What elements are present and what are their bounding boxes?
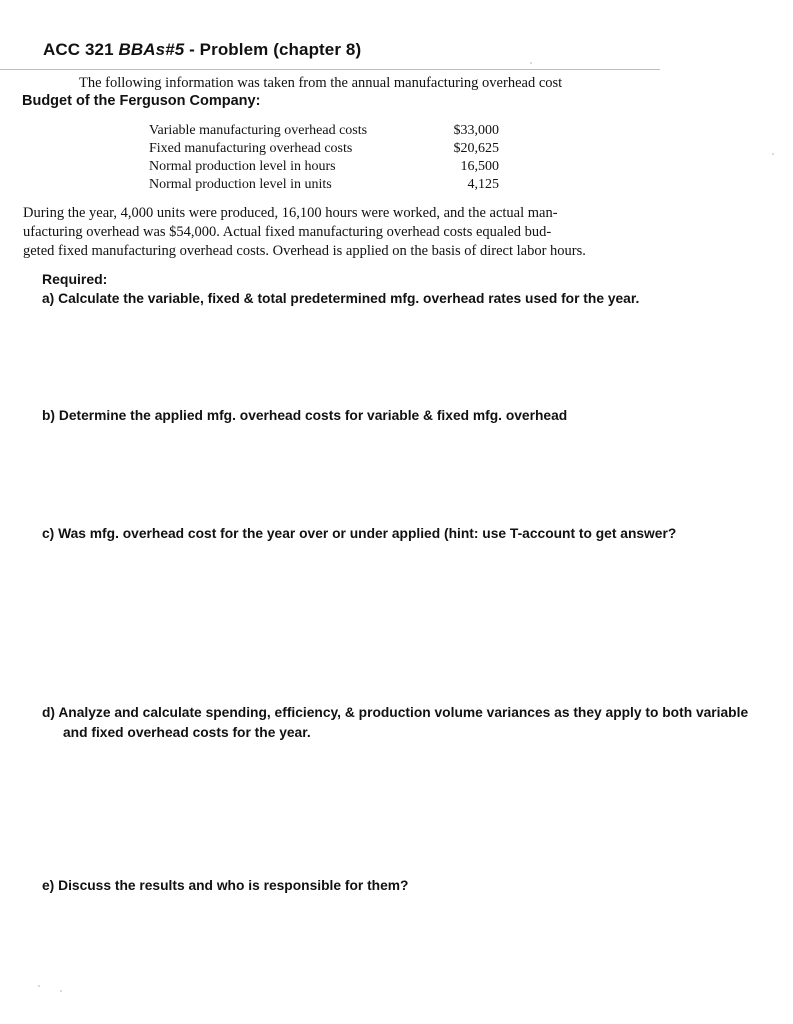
budget-table [149, 122, 499, 194]
scenario-line-2: ufacturing overhead was $54,000. Actual fixed manufacturing overhead costs equaled bud- [23, 224, 552, 240]
required-heading: Required: [42, 271, 108, 287]
budget-row [149, 176, 499, 194]
budget-row [149, 140, 499, 158]
scan-speck [60, 990, 62, 992]
question-d [42, 703, 762, 743]
budget-label: Fixed manufacturing overhead costs [149, 141, 353, 156]
scan-speck [38, 985, 40, 987]
budget-value: 4,125 [467, 177, 499, 192]
question-e: e) Discuss the results and who is responsible for them? [42, 878, 409, 893]
budget-row [149, 158, 499, 176]
budget-value: $20,625 [453, 141, 499, 156]
question-d-line-1: d) Analyze and calculate spending, efficiency, & production volume variances as they apply to both variable [42, 705, 749, 720]
course-code: ACC 321 [43, 40, 114, 59]
title-separator: - [189, 40, 195, 59]
budget-label: Normal production level in units [149, 177, 332, 192]
question-b: b) Determine the applied mfg. overhead costs for variable & fixed mfg. overhead [42, 408, 568, 423]
budget-value: $33,000 [453, 123, 499, 138]
scenario-line-1: During the year, 4,000 units were produced, 16,100 hours were worked, and the actual man- [23, 205, 558, 221]
header-divider [0, 69, 660, 70]
page-title [43, 40, 361, 60]
scenario-line-3: geted fixed manufacturing overhead costs. Overhead is applied on the basis of direct labor hours. [23, 243, 586, 259]
scan-speck [530, 62, 532, 64]
budget-label: Normal production level in hours [149, 159, 336, 174]
question-a: a) Calculate the variable, fixed & total predetermined mfg. overhead rates used for the year. [42, 291, 640, 306]
budget-value: 16,500 [460, 159, 499, 174]
intro-line-1: The following information was taken from the annual manufacturing overhead cost [79, 75, 563, 91]
budget-label: Variable manufacturing overhead costs [149, 123, 368, 138]
problem-title: Problem (chapter 8) [199, 40, 362, 59]
budget-row [149, 122, 499, 140]
intro-line-2: Budget of the Ferguson Company: [22, 93, 261, 109]
scan-speck [772, 153, 774, 155]
question-d-line-2: and fixed overhead costs for the year. [63, 725, 311, 740]
question-c: c) Was mfg. overhead cost for the year over or under applied (hint: use T-account to get answer? [42, 526, 677, 541]
scenario-paragraph [23, 204, 683, 261]
assignment-code: BBAs#5 [118, 40, 185, 59]
